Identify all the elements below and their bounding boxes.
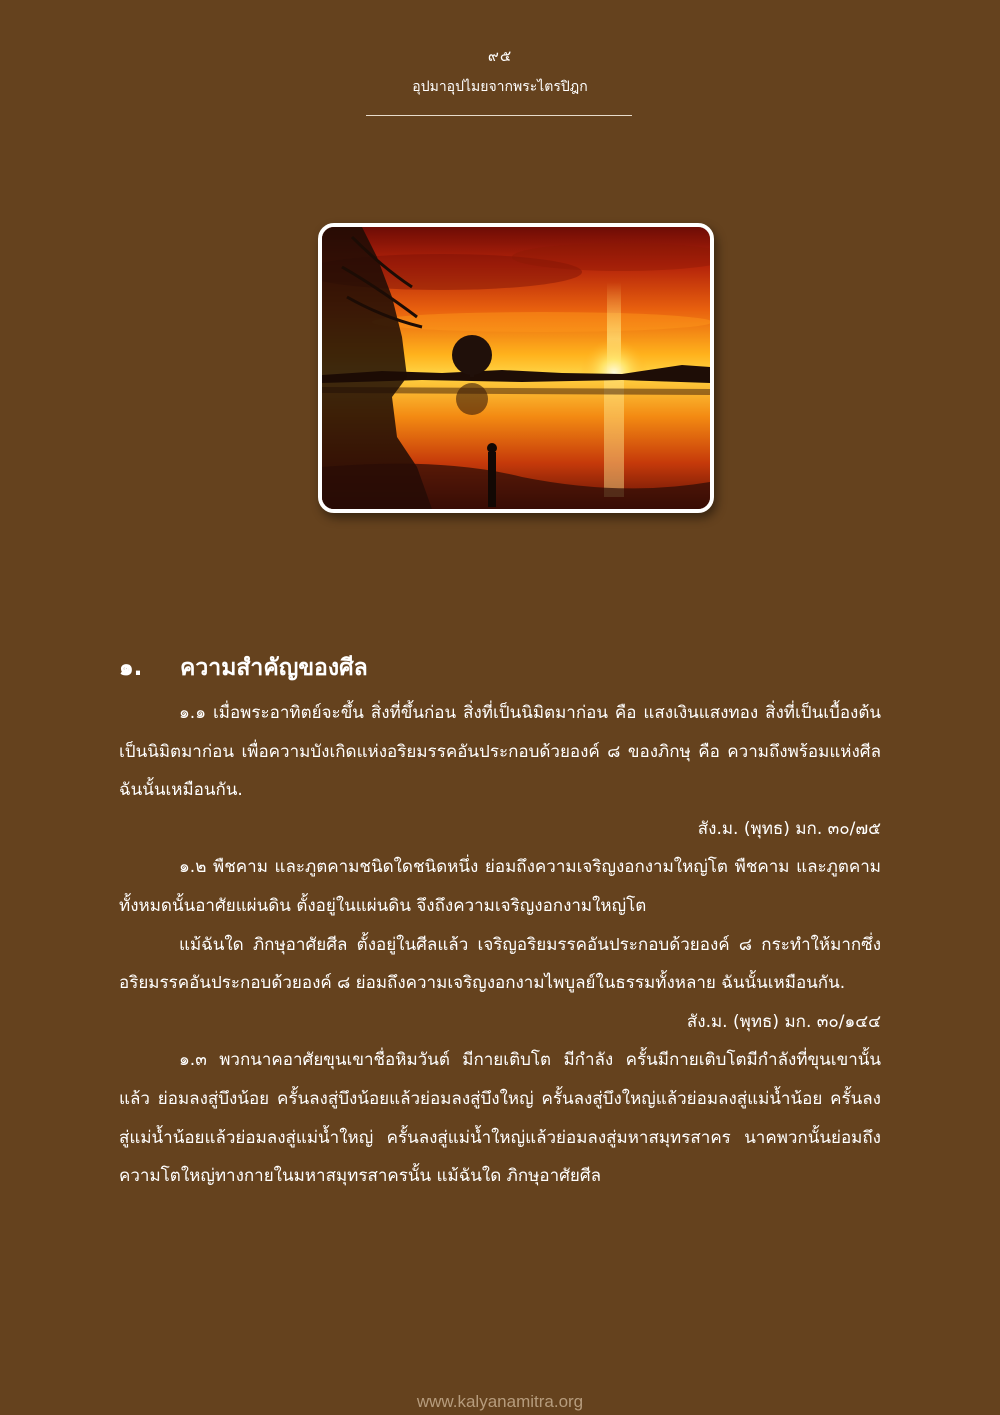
section-title: ความสำคัญของศีล xyxy=(180,655,368,681)
paragraph-1-2: ๑.๒ พืชคาม และภูตคามชนิดใดชนิดหนึ่ง ย่อมถึงความเจริญงอกงามใหญ่โต พืชคาม และภูตคามทั้งหมดนั้นอาศัยแผ่นดิน ตั้งอยู่ในแผ่นดิน จึงถึงความเจริญงอกงามใหญ่โต xyxy=(119,857,881,916)
footer-url: www.kalyanamitra.org xyxy=(416,1392,584,1411)
page-number: ๙๕ xyxy=(487,47,513,65)
section-number: ๑. xyxy=(119,655,143,681)
citation-1: สัง.ม. (พุทธ) มก. ๓๐/๗๕ xyxy=(697,818,881,839)
section-heading xyxy=(119,650,368,686)
sunset-lake-photo xyxy=(318,223,714,513)
header-divider xyxy=(366,115,632,116)
citation-2: สัง.ม. (พุทธ) มก. ๓๐/๑๔๔ xyxy=(686,1011,881,1032)
paragraph-1-2-simile: แม้ฉันใด ภิกษุอาศัยศีล ตั้งอยู่ในศีลแล้ว เจริญอริยมรรคอันประกอบด้วยองค์ ๘ กระทำให้มากซึ่งอริยมรรคอันประกอบด้วยองค์ ๘ ย่อมถึงความเจริญงอกงามไพบูลย์ในธรรมทั้งหลาย ฉันนั้นเหมือนกัน. xyxy=(119,934,881,994)
paragraph-1-3: ๑.๓ พวกนาคอาศัยขุนเขาชื่อหิมวันต์ มีกายเติบโต มีกำลัง ครั้นมีกายเติบโตมีกำลังที่ขุนเขานั้นแล้ว ย่อมลงสู่บึงน้อย ครั้นลงสู่บึงน้อยแล้วย่อมลงสู่บึงใหญ่ ครั้นลงสู่บึงใหญ่แล้วย่อมลงสู่แม่น้ำน้อย ครั้นลงสู่แม่น้ำน้อยแล้วย่อมลงสู่แม่น้ำใหญ่ ครั้นลงสู่แม่น้ำใหญ่แล้วย่อมลงสู่มหาสมุทรสาคร นาคพวกนั้นย่อมถึงความโตใหญ่ทางกายในมหาสมุทรสาครนั้น แม้ฉันใด ภิกษุอาศัยศีล xyxy=(119,1050,881,1187)
running-title: อุปมาอุปไมยจากพระไตรปิฎก xyxy=(412,79,588,95)
paragraph-1-1: ๑.๑ เมื่อพระอาทิตย์จะขึ้น สิ่งที่ขึ้นก่อน สิ่งที่เป็นนิมิตมาก่อน คือ แสงเงินแสงทอง สิ่งที่เป็นเบื้องต้นเป็นนิมิตมาก่อน เพื่อความบังเกิดแห่งอริยมรรคอันประกอบด้วยองค์ ๘ ของภิกษุ คือ ความถึงพร้อมแห่งศีล ฉันนั้นเหมือนกัน. xyxy=(119,703,881,801)
body-text xyxy=(119,694,881,1196)
